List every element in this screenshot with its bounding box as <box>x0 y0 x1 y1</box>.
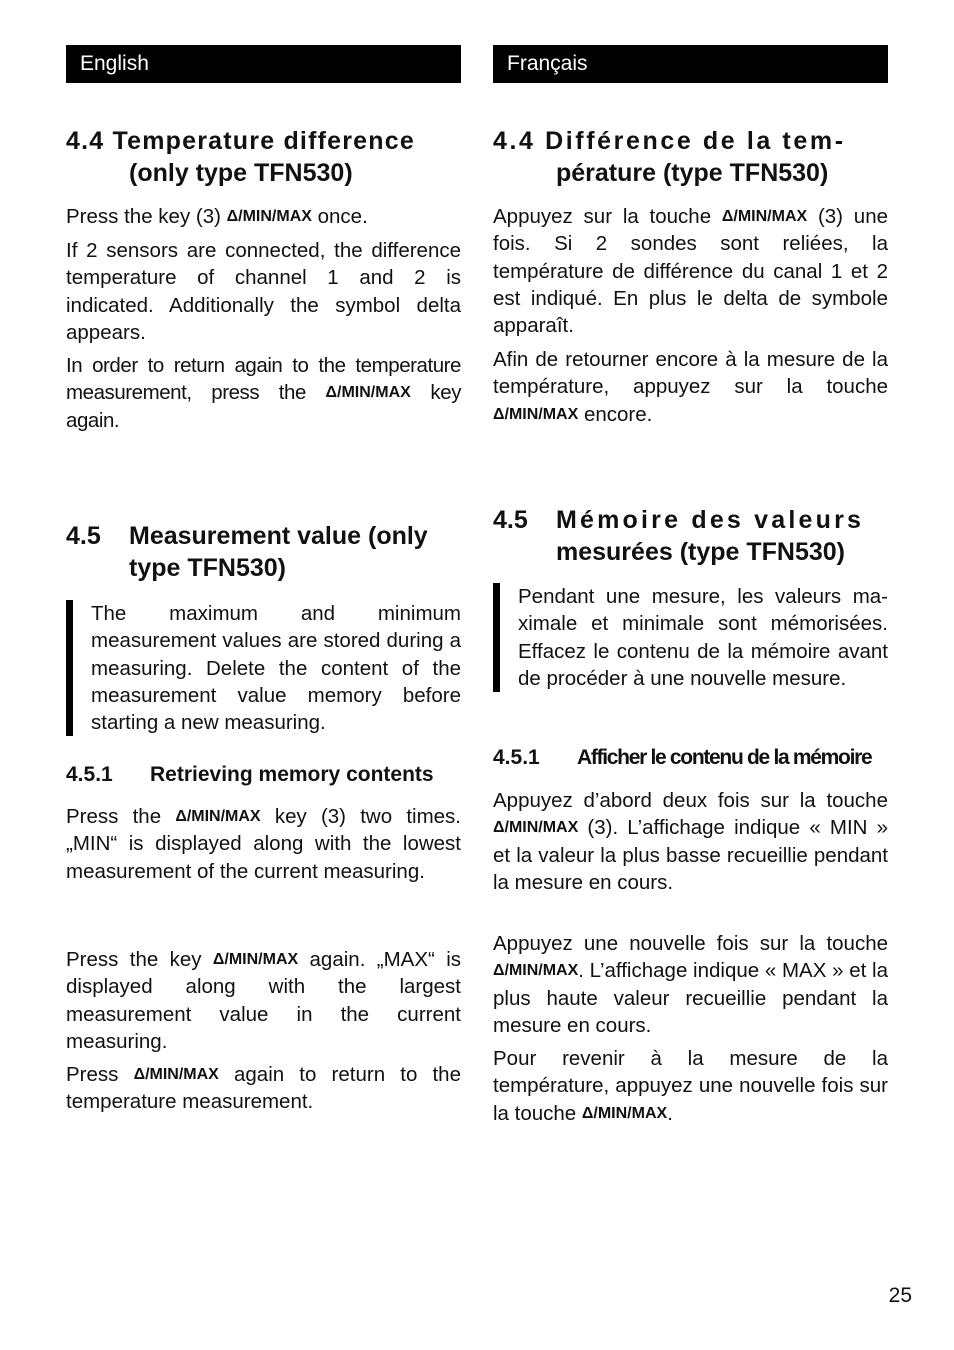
delta-min-max-key-icon: Δ/MIN/MAX <box>493 405 579 423</box>
text-fragment: once. <box>311 205 368 228</box>
paragraph-two-sensors <box>66 237 461 346</box>
section-number: 4.5.1 <box>493 746 540 769</box>
paragraph-appuyez-touche <box>493 203 888 339</box>
text-fragment: Appuyez une nouvelle fois sur la touche <box>493 932 888 955</box>
delta-min-max-key-icon: Δ/MIN/MAX <box>212 951 299 968</box>
section-title-line1: Différence de la tem- <box>545 127 846 155</box>
section-number: 4.4 <box>66 127 105 155</box>
section-title-line1: Mémoire des valeurs <box>556 506 865 534</box>
section-4-4-title-fr <box>493 125 888 189</box>
delta-min-max-key-icon: Δ/MIN/MAX <box>581 1104 668 1122</box>
text-fragment: Press the key (3) <box>66 205 227 228</box>
section-4-5-title-fr <box>493 504 888 568</box>
section-number: 4.5 <box>66 522 101 550</box>
text-fragment: (3) une fois. Si 2 sondes sont reliées, la température de différence du canal 1 et 2 est indiqué. En plus le delta de symbole apparaît. <box>493 205 888 338</box>
text-fragment: key again. <box>66 381 461 432</box>
page-number: 25 <box>888 1284 912 1307</box>
section-4-5-1-title-fr <box>493 744 888 772</box>
paragraph-return-temperature <box>66 1061 461 1116</box>
paragraph-press-key-once <box>66 203 461 230</box>
delta-min-max-key-icon: Δ/MIN/MAX <box>325 384 411 402</box>
text-fragment: Appuyez d’abord deux fois sur la touche <box>493 789 888 812</box>
french-column <box>493 45 888 1125</box>
section-title-line2: (only type TFN530) <box>129 159 353 187</box>
section-title: Afficher le contenu de la mémoire <box>577 746 872 769</box>
text-fragment: Press <box>66 1063 134 1086</box>
text-fragment: encore. <box>578 402 653 426</box>
text-fragment: Pendant une mesure, les valeurs ma- ximale et minimale sont mémorisées. Effacez le contenu de la mémoire avant de procéder à une nouvelle mesure. <box>518 585 888 690</box>
section-title-line2: mesurées (type TFN530) <box>556 538 846 566</box>
section-title-line2: pérature (type TFN530) <box>556 159 829 187</box>
text-fragment: key (3) two times. „MIN“ is displayed along with the lowest measurement of the current measuring. <box>66 805 461 883</box>
section-number: 4.4 <box>493 127 536 155</box>
paragraph-min-display <box>66 803 461 885</box>
section-number: 4.5 <box>493 506 528 534</box>
language-header-french: Français <box>493 45 888 83</box>
text-fragment: . <box>667 1101 673 1125</box>
text-fragment: Press the <box>66 805 176 828</box>
section-title-line1: Measurement value (only <box>129 522 428 550</box>
text-fragment: If 2 sensors are connected, the difference temperature of channel 1 and 2 is indicated. Additionally the symbol delta appears. <box>66 239 461 344</box>
text-fragment: In order to return again to the temperature measurement, press the <box>66 354 461 405</box>
delta-min-max-key-icon: Δ/MIN/MAX <box>226 208 312 225</box>
section-title-line2: type TFN530) <box>129 554 286 582</box>
text-fragment: Appuyez sur la touche <box>493 205 722 228</box>
section-title: Retrieving memory contents <box>150 763 434 786</box>
section-4-5-title-en <box>66 520 461 584</box>
delta-min-max-key-icon: Δ/MIN/MAX <box>493 819 579 837</box>
paragraph-max-display <box>66 946 461 1055</box>
paragraph-return-measurement <box>66 352 461 434</box>
note-block-memory <box>66 600 461 736</box>
delta-min-max-key-icon: Δ/MIN/MAX <box>133 1066 219 1083</box>
text-fragment: (3). L’affichage indique « MIN » et la valeur la plus basse recueillie pendant la mesure en cours. <box>493 816 888 894</box>
section-number: 4.5.1 <box>66 763 113 786</box>
section-title-line1: Temperature difference <box>112 127 415 155</box>
note-block-memoire <box>493 583 888 692</box>
text-fragment: Afin de retourner encore à la mesure de la température, appuyez sur la touche <box>493 348 888 399</box>
language-header-english: English <box>66 45 461 83</box>
text-fragment: The maximum and minimum measurement values are stored during a measuring. Delete the content of the measurement value memory before starting a new measuring. <box>91 602 461 735</box>
text-fragment: . L’affichage indique « MAX » et la plus haute valeur recueillie pendant la mesure en cours. <box>493 959 888 1037</box>
delta-min-max-key-icon: Δ/MIN/MAX <box>493 962 579 980</box>
delta-min-max-key-icon: Δ/MIN/MAX <box>721 208 808 225</box>
text-fragment: Press the key <box>66 948 213 971</box>
english-column <box>66 45 461 1114</box>
paragraph-retourner-mesure <box>493 346 888 428</box>
paragraph-affichage-min <box>493 787 888 896</box>
paragraph-affichage-max <box>493 930 888 1039</box>
text-fragment: again to return to the temperature measurement. <box>66 1063 461 1114</box>
paragraph-revenir-temperature <box>493 1045 888 1127</box>
text-fragment: again. „MAX“ is displayed along with the largest measurement value in the current measuring. <box>66 948 461 1053</box>
section-4-5-1-title-en <box>66 761 461 789</box>
delta-min-max-key-icon: Δ/MIN/MAX <box>175 808 261 825</box>
section-4-4-title-en <box>66 125 461 189</box>
text-fragment: Pour revenir à la mesure de la température, appuyez une nouvelle fois sur la touche <box>493 1047 888 1125</box>
